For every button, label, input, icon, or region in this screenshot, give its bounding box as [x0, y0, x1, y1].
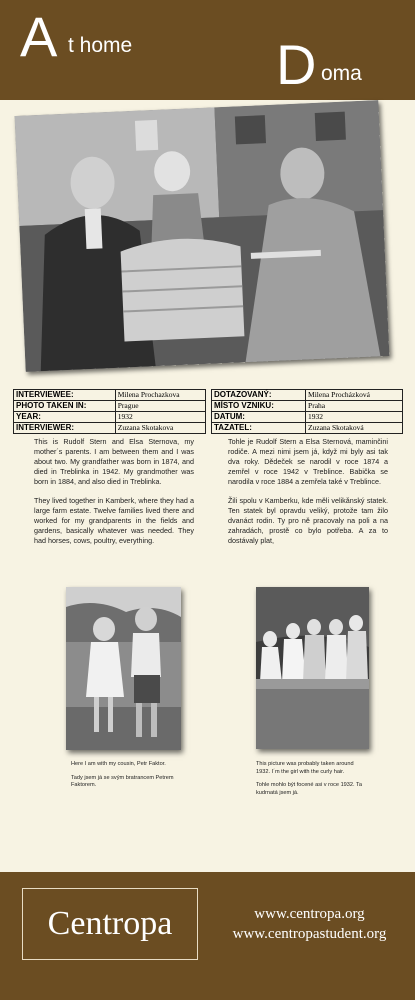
meta-label: DATUM: — [212, 412, 306, 423]
title-en: t home — [68, 34, 133, 57]
story-paragraph: Tohle je Rudolf Stern a Elsa Sternová, maminčini rodiče. A mezi nimi jsem já, když mi byly asi tak dva roky. Dědeček se narodil v roce 1874 a zemřel v roce 1942 v Treblince. Babička se narodila v roce 1884 a zemřela také v Treblince. — [228, 437, 388, 486]
meta-label: DOTAZOVANÝ: — [212, 390, 306, 401]
caption-left — [71, 761, 179, 796]
meta-value: 1932 — [115, 412, 205, 423]
centropa-logo — [22, 888, 198, 960]
photo-cousins — [66, 587, 181, 750]
caption-en: Here I am with my cousin, Petr Faktor. — [71, 761, 166, 767]
caption-cz: Tohle mohlo být focené asi v roce 1932. Ta kudrnatá jsem já. — [256, 782, 362, 796]
story-text-en — [34, 437, 194, 555]
meta-value: Milena Procházková — [306, 390, 403, 401]
student-website-link[interactable]: www.centropastudent.org — [232, 926, 387, 942]
meta-row — [14, 423, 206, 434]
meta-label: PHOTO TAKEN IN: — [14, 401, 116, 412]
title-cz: oma — [321, 62, 362, 85]
meta-row — [14, 412, 206, 423]
title-en-initial: A — [20, 5, 58, 68]
photo-children — [256, 587, 369, 749]
meta-value: Praha — [306, 401, 403, 412]
meta-row — [212, 412, 403, 423]
meta-value: Zuzana Skotaková — [306, 423, 403, 434]
meta-row — [14, 390, 206, 401]
story-paragraph: Žili spolu v Kamberku, kde měli veliká̌nský statek. Ten statek byl opravdu veliký, protože tam žilo dvanáct rodin. Ty pro ně pracovaly na poli a na zahradách, prostě co bylo potřeba. A za to dostávaly plat, — [228, 496, 388, 545]
title-cz-initial: D — [276, 33, 317, 96]
story-paragraph: They lived together in Kamberk, where they had a large farm estate. Twelve families lived there and worked for my grandparents in the fields and gardens, basically whatever was needed. They had horses, cows, poultry, everything. — [34, 496, 194, 545]
meta-table-en — [13, 389, 206, 434]
caption-right — [256, 761, 368, 803]
meta-row — [212, 390, 403, 401]
meta-label: MÍSTO VZNIKU: — [212, 401, 306, 412]
caption-en: This picture was probably taken around 1932. I´m the girl with the curly hair. — [256, 761, 354, 775]
meta-label: TAZATEL: — [212, 423, 306, 434]
header-banner — [0, 0, 415, 100]
story-paragraph: This is Rudolf Stern and Elsa Sternova, my mother´s parents. I am between them and I was about two. My grandfather was born in 1874, and died in Treblinka in 1942. My grandmother was born in 1884, and also died in Treblinka. — [34, 437, 194, 486]
meta-row — [14, 401, 206, 412]
meta-label: INTERVIEWER: — [14, 423, 116, 434]
meta-table-cz — [211, 389, 403, 434]
meta-value: Milena Prochazkova — [115, 390, 205, 401]
caption-cz: Tady jsem já se svým bratrancem Petrem Faktorem. — [71, 774, 174, 788]
story-text-cz — [228, 437, 388, 555]
website-link[interactable]: www.centropa.org — [254, 906, 365, 922]
meta-label: INTERVIEWEE: — [14, 390, 116, 401]
main-photo — [15, 100, 390, 372]
meta-row — [212, 401, 403, 412]
meta-row — [212, 423, 403, 434]
logo-text: Centropa — [47, 905, 173, 942]
meta-value: Prague — [115, 401, 205, 412]
meta-value: 1932 — [306, 412, 403, 423]
meta-value: Zuzana Skotakova — [115, 423, 205, 434]
meta-label: YEAR: — [14, 412, 116, 423]
